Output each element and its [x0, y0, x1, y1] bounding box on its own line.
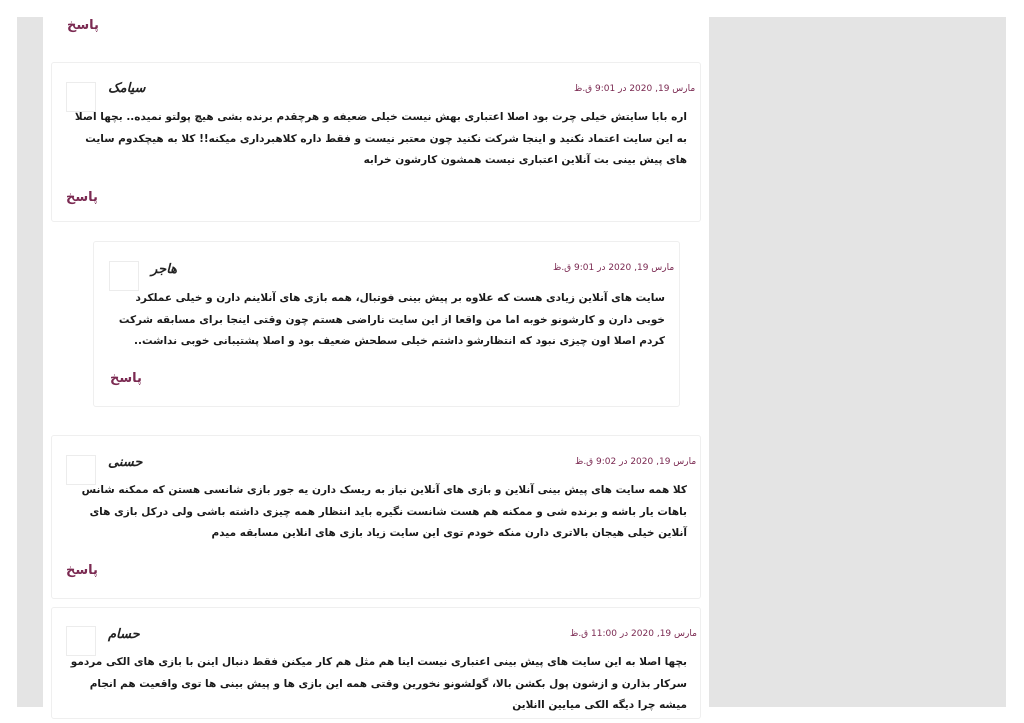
- comment-date[interactable]: مارس 19, 2020 در 9:02 ق.ظ: [575, 457, 697, 467]
- reply-button[interactable]: پاسخ: [66, 190, 98, 205]
- comment-author[interactable]: حسام: [108, 627, 140, 642]
- comments-list: [43, 0, 709, 711]
- comment-item-reply: [93, 241, 680, 407]
- reply-button[interactable]: پاسخ: [66, 563, 98, 578]
- comment-author[interactable]: سیامک: [108, 81, 146, 96]
- reply-button[interactable]: پاسخ: [67, 18, 99, 33]
- comment-text: سایت های آنلاین زیادی هست که علاوه بر پیش بینی فوتبال، همه بازی های آنلاینم دارن و خیلی عملکرد خوبی دارن و کارشونو خوبه اما من واقعا از این سایت ناراضی هستم چون وقتی اینجا برای مسابقه شرکت کردم اصلا اون چیزی نبود که انتظارشو داشتم خیلی سطحش ضعیف بود و اصلا پشتیبانی خوبی نداشت..: [118, 292, 665, 347]
- avatar: [109, 261, 139, 291]
- comment-author[interactable]: حسنی: [108, 455, 143, 470]
- comment-text: کلا همه سایت های پیش بینی آنلاین و بازی های آنلاین نیاز به ریسک دارن یه جور بازی شانسی هستن که ممکنه شانس باهات یار باشه و برنده شی و ممکنه هم هست شانست نگیره باید انتظار همه چیزی داشته باشی ولی درکل بازی های آنلاین خیلی هیجان بالاتری دارن منکه خودم توی این سایت زیاد بازی های انلاین مسابقه میدم: [81, 484, 687, 539]
- comment-date[interactable]: مارس 19, 2020 در 9:01 ق.ظ: [553, 263, 675, 273]
- comment-date[interactable]: مارس 19, 2020 در 9:01 ق.ظ: [574, 84, 696, 94]
- comment-text: اره بابا سایتش خیلی چرت بود اصلا اعتباری بهش نیست خیلی ضعیفه و هرچقدم برنده بشی هیچ پولتو نمیده.. بچها اصلا به این سایت اعتماد نکنید و اینجا شرکت نکنید چون معتبر نیست و فقط داره کلاهبرداری میکنه!! کلا به هیچکدوم سایت های پیش بینی بت آنلاین اعتباری نیست همشون کارشون خرابه: [74, 111, 687, 166]
- comment-item: [51, 435, 701, 599]
- comment-author[interactable]: هاجر: [151, 262, 178, 277]
- left-gutter: [17, 17, 43, 707]
- right-sidebar: [709, 17, 1006, 707]
- comment-item: [51, 607, 701, 719]
- comment-text: بچها اصلا به این سایت های پیش بینی اعتباری نیست اینا هم مثل هم کار میکنن فقط دنبال اینن با بازی های الکی مردمو سرکار بذارن و ازشون پول بکشن بالا، گولشونو نخورین وقتی همه این بازی ها و پیش بینی ها توی واقعیت هم انجام میشه چرا دیگه الکی میایین اانلاین: [70, 656, 687, 711]
- reply-button[interactable]: پاسخ: [110, 371, 142, 386]
- comment-item: [51, 62, 701, 222]
- comment-date[interactable]: مارس 19, 2020 در 11:00 ق.ظ: [570, 629, 697, 639]
